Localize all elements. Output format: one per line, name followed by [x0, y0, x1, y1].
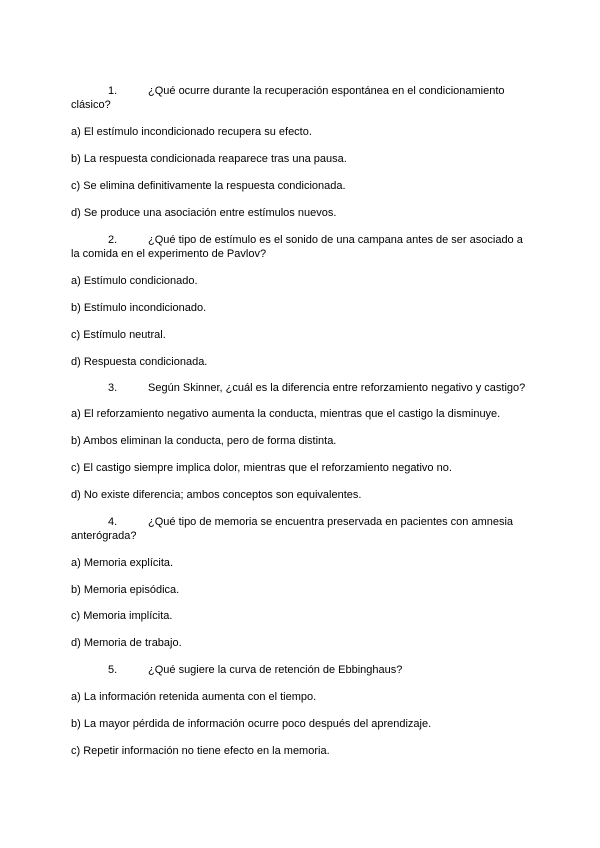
option-2c: c) Estímulo neutral. [71, 329, 166, 341]
option-5c: c) Repetir información no tiene efecto en la memoria. [71, 745, 330, 757]
option-1b: b) La respuesta condicionada reaparece tras una pausa. [71, 153, 347, 165]
option-2d: d) Respuesta condicionada. [71, 356, 208, 368]
question-text: ¿Qué tipo de memoria se encuentra preservada en pacientes con amnesia anterógrada? [71, 516, 514, 542]
option-4d: d) Memoria de trabajo. [71, 637, 182, 649]
question-number: 3. [108, 382, 118, 394]
question-number: 5. [108, 664, 118, 676]
option-2b: b) Estímulo incondicionado. [71, 302, 207, 314]
question-number: 1. [108, 85, 118, 97]
option-4b: b) Memoria episódica. [71, 584, 180, 596]
option-4c: c) Memoria implícita. [71, 610, 173, 622]
question-number: 4. [108, 516, 118, 528]
question-5 [71, 663, 531, 677]
option-4a: a) Memoria explícita. [71, 557, 174, 569]
option-3c: c) El castigo siempre implica dolor, mientras que el reforzamiento negativo no. [71, 462, 452, 474]
question-4 [71, 515, 531, 543]
option-2a: a) Estímulo condicionado. [71, 275, 198, 287]
question-number: 2. [108, 234, 118, 246]
option-5a: a) La información retenida aumenta con el tiempo. [71, 691, 317, 703]
option-3d: d) No existe diferencia; ambos conceptos son equivalentes. [71, 489, 362, 501]
question-2 [71, 233, 531, 261]
question-text: ¿Qué ocurre durante la recuperación espontánea en el condicionamiento clásico? [71, 85, 505, 111]
option-1d: d) Se produce una asociación entre estímulos nuevos. [71, 207, 337, 219]
option-1c: c) Se elimina definitivamente la respuesta condicionada. [71, 180, 346, 192]
question-text: Según Skinner, ¿cuál es la diferencia entre reforzamiento negativo y castigo? [148, 382, 526, 394]
question-3 [71, 381, 531, 395]
option-5b: b) La mayor pérdida de información ocurre poco después del aprendizaje. [71, 718, 432, 730]
question-1 [71, 84, 531, 112]
question-text: ¿Qué tipo de estímulo es el sonido de una campana antes de ser asociado a la comida en el experimento de Pavlov? [71, 234, 523, 260]
option-3a: a) El reforzamiento negativo aumenta la conducta, mientras que el castigo la disminuye. [71, 408, 501, 420]
question-text: ¿Qué sugiere la curva de retención de Ebbinghaus? [148, 664, 403, 676]
option-3b: b) Ambos eliminan la conducta, pero de forma distinta. [71, 435, 337, 447]
option-1a: a) El estímulo incondicionado recupera su efecto. [71, 126, 312, 138]
